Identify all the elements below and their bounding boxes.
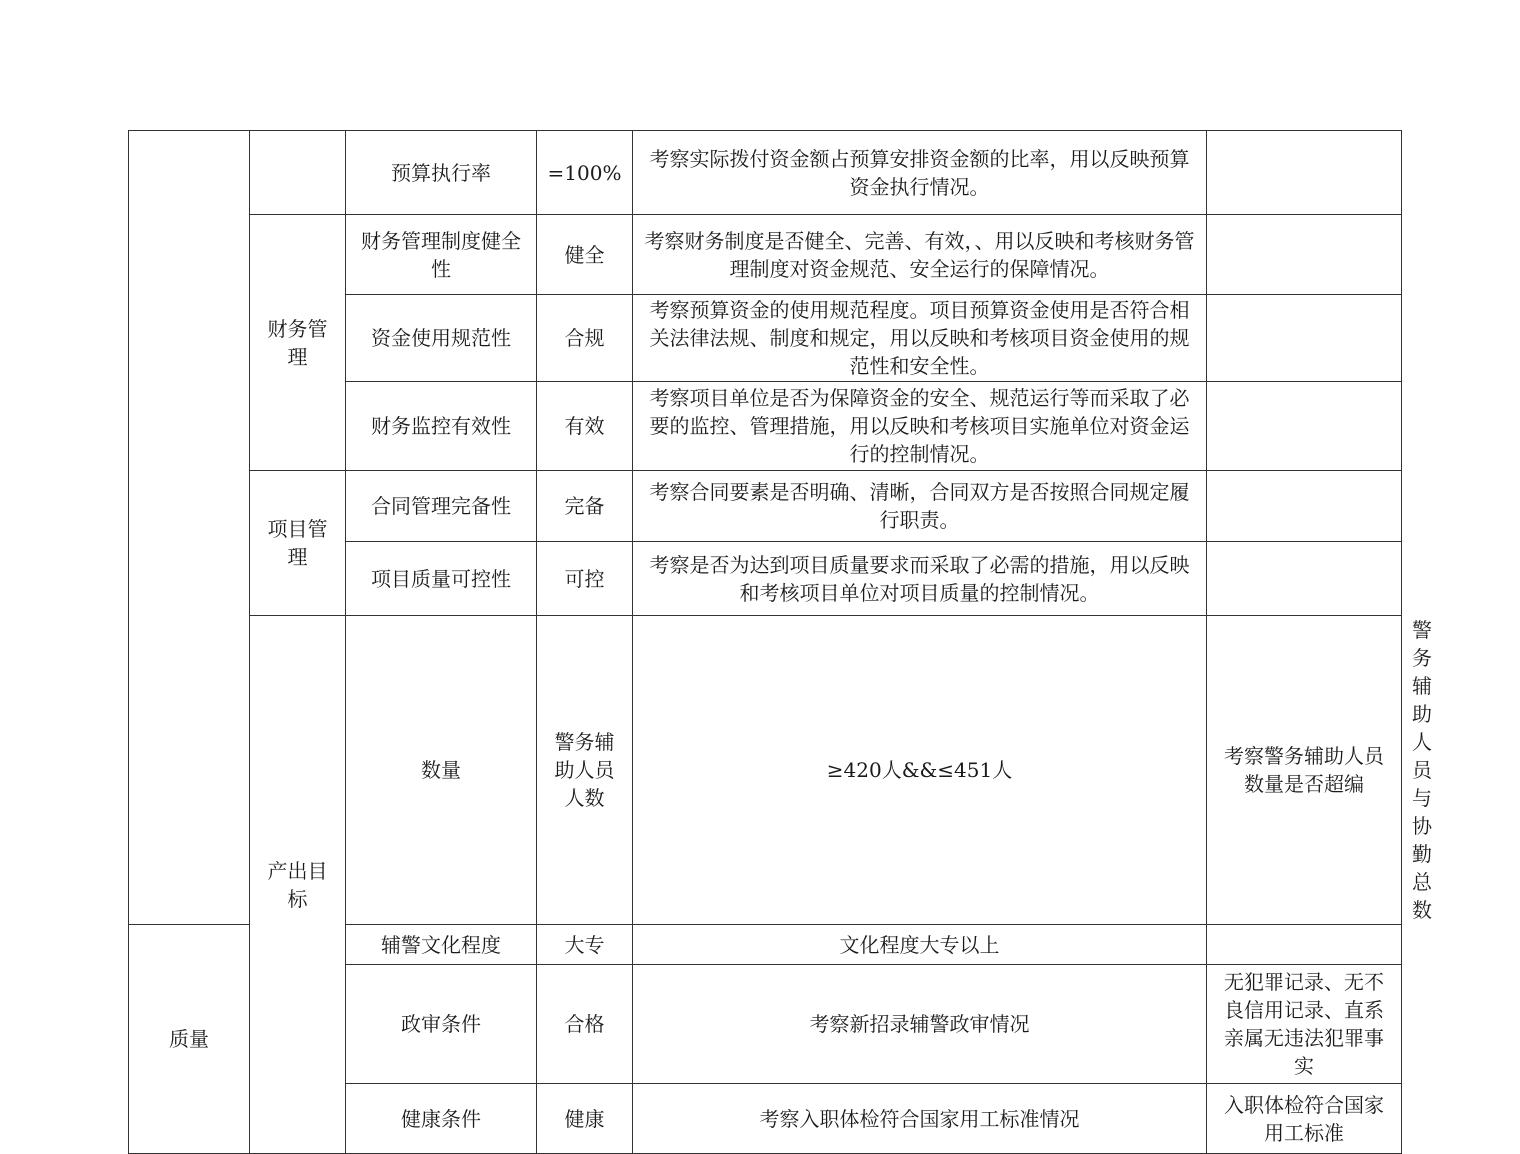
note-cell [1207, 382, 1402, 471]
description-cell: 考察警务辅助人员数量是否超编 [1207, 616, 1402, 925]
value-cell: 健全 [537, 215, 633, 295]
indicator-cell: 资金使用规范性 [346, 295, 537, 382]
indicator-cell: 合同管理完备性 [346, 471, 537, 542]
group-quantity-cell: 数量 [346, 616, 537, 925]
note-cell [1207, 215, 1402, 295]
group-quality-cell: 质量 [129, 925, 250, 1154]
value-cell: ≥420人&&≤451人 [633, 616, 1207, 925]
value-cell: 健康 [537, 1084, 633, 1154]
indicator-cell: 辅警文化程度 [346, 925, 537, 965]
indicator-cell: 警务辅助人员人数 [537, 616, 633, 925]
description-cell: 考察项目单位是否为保障资金的安全、规范运行等而采取了必要的监控、管理措施，用以反映和考核项目实施单位对资金运行的控制情况。 [633, 382, 1207, 471]
description-cell: 考察是否为达到项目质量要求而采取了必需的措施，用以反映和考核项目单位对项目质量的控制情况。 [633, 542, 1207, 616]
note-cell: 入职体检符合国家用工标准 [1207, 1084, 1402, 1154]
note-cell: 无犯罪记录、无不良信用记录、直系亲属无违法犯罪事实 [1207, 965, 1402, 1084]
description-cell: 考察实际拨付资金额占预算安排资金额的比率，用以反映预算资金执行情况。 [633, 131, 1207, 215]
value-cell: 完备 [537, 471, 633, 542]
note-cell [1207, 471, 1402, 542]
table-row [129, 215, 1402, 295]
indicator-cell: 健康条件 [346, 1084, 537, 1154]
table-row [129, 471, 1402, 542]
value-cell: 合格 [537, 965, 633, 1084]
value-cell: 有效 [537, 382, 633, 471]
description-cell: 考察合同要素是否明确、清晰，合同双方是否按照合同规定履行职责。 [633, 471, 1207, 542]
group-project-cell: 项目管理 [250, 471, 346, 616]
table-row [129, 131, 1402, 215]
indicator-cell: 财务监控有效性 [346, 382, 537, 471]
note-cell [1207, 925, 1402, 965]
note-cell [1207, 295, 1402, 382]
level2-blank-cell [250, 131, 346, 215]
level1-blank-cell [129, 131, 250, 925]
group-output-cell: 产出目标 [250, 616, 346, 1154]
value-cell: 可控 [537, 542, 633, 616]
performance-indicator-table [128, 130, 1432, 1154]
description-cell: 考察新招录辅警政审情况 [633, 965, 1207, 1084]
indicator-cell: 政审条件 [346, 965, 537, 1084]
indicator-cell: 财务管理制度健全性 [346, 215, 537, 295]
description-cell: 考察预算资金的使用规范程度。项目预算资金使用是否符合相关法律法规、制度和规定，用以反映和考核项目资金使用的规范性和安全性。 [633, 295, 1207, 382]
indicator-cell: 预算执行率 [346, 131, 537, 215]
description-cell: 考察财务制度是否健全、完善、有效，、用以反映和考核财务管理制度对资金规范、安全运行的保障情况。 [633, 215, 1207, 295]
note-cell [1207, 542, 1402, 616]
table-row: 产出目标 数量 警务辅助人员人数 ≥420人&&≤451人 考察警务辅助人员数量是否超编 警务辅助人员与协勤总数 [129, 616, 1402, 925]
description-cell: 考察入职体检符合国家用工标准情况 [633, 1084, 1207, 1154]
value-cell: 合规 [537, 295, 633, 382]
value-cell: =100% [537, 131, 633, 215]
note-cell [1207, 131, 1402, 215]
description-cell: 文化程度大专以上 [633, 925, 1207, 965]
indicator-cell: 项目质量可控性 [346, 542, 537, 616]
value-cell: 大专 [537, 925, 633, 965]
group-finance-cell: 财务管理 [250, 215, 346, 471]
